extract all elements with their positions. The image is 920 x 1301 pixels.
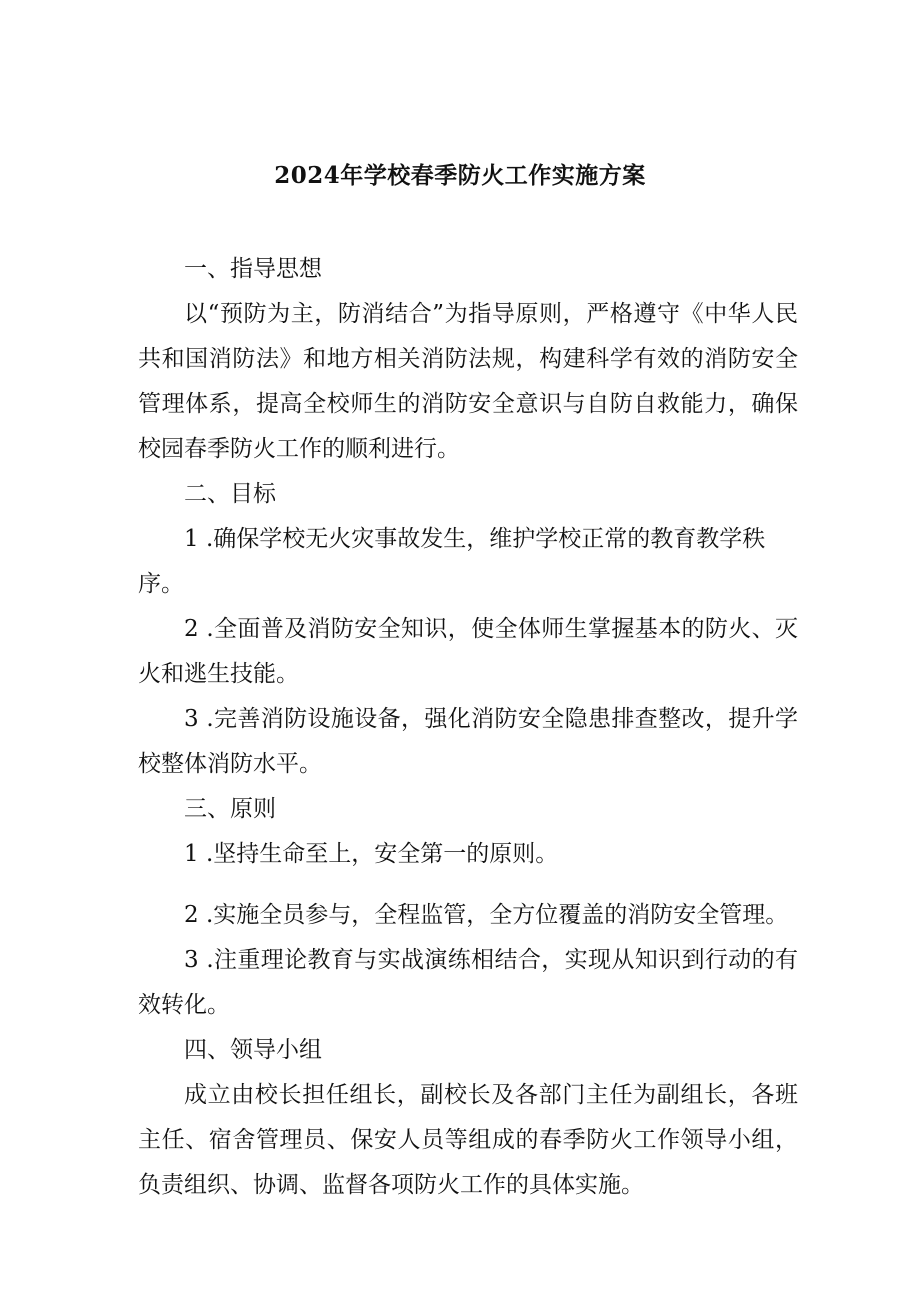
paragraph-leadership-group: 成立由校长担任组长，副校长及各部门主任为副组长，各班主任、宿舍管理员、保安人员等组成的春季防火工作领导小组，负责组织、协调、监督各项防火工作的具体实施。 [138,1082,798,1198]
document-body [138,247,798,1208]
goal-item-3: 3 .完善消防设施设备，强化消防安全隐患排查整改，提升学校整体消防水平。 [138,706,798,777]
principle-item-2: 2 .实施全员参与，全程监管，全方位覆盖的消防安全管理。 [184,902,789,928]
section-heading-principles: 三、原则 [184,796,276,822]
section-heading-guiding-ideology: 一、指导思想 [184,256,322,282]
paragraph-guiding-ideology: 以“预防为主，防消结合”为指导原则，严格遵守《中华人民共和国消防法》和地方相关消防法规，构建科学有效的消防安全管理体系，提高全校师生的消防安全意识与自防自救能力，确保校园春季防火工作的顺利进行。 [138,301,798,462]
document-title: 2024年学校春季防火工作实施方案 [274,162,646,189]
principle-item-3: 3 .注重理论教育与实战演练相结合，实现从知识到行动的有效转化。 [138,947,798,1018]
goal-item-1: 1 .确保学校无火灾事故发生，维护学校正常的教育教学秩序。 [138,526,766,597]
goal-item-2: 2 .全面普及消防安全知识，使全体师生掌握基本的防火、灭火和逃生技能。 [138,616,798,687]
principle-item-1: 1 .坚持生命至上，安全第一的原则。 [184,841,559,867]
section-heading-goals: 二、目标 [184,481,276,507]
section-heading-leadership-group: 四、领导小组 [184,1037,322,1063]
